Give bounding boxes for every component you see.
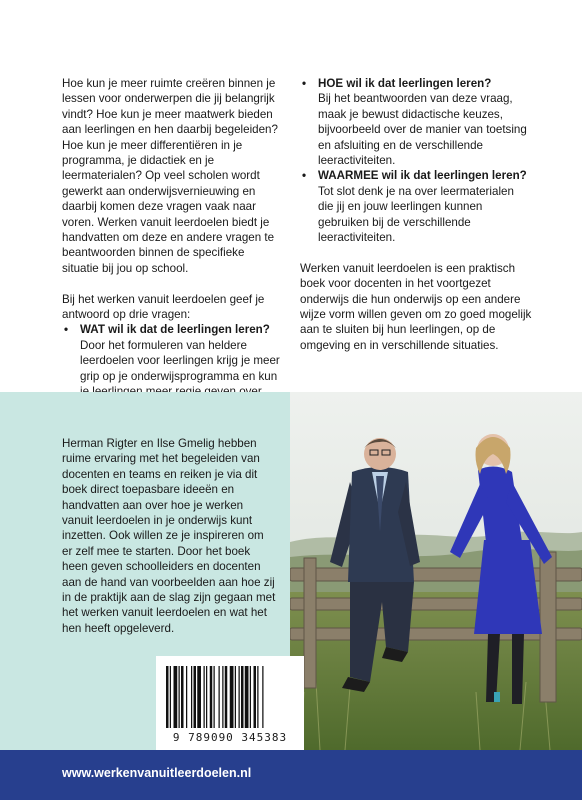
barcode-bar bbox=[235, 666, 236, 728]
right-text-column bbox=[300, 76, 532, 369]
barcode-bar bbox=[194, 666, 197, 728]
barcode-icon bbox=[166, 666, 294, 728]
barcode-bar bbox=[174, 666, 178, 728]
barcode-bar bbox=[254, 666, 257, 728]
barcode-bar bbox=[166, 666, 169, 728]
barcode-bar bbox=[181, 666, 184, 728]
bullet-waarmee bbox=[300, 168, 532, 245]
bullet-answer: Tot slot denk je na over leermaterialen die jij en jouw leerlingen kunnen gebruiken bij de verschillende leeractiviteiten. bbox=[318, 184, 514, 245]
bullet-answer: Bij het beantwoorden van deze vraag, maak je bewust didactische keuzes, bijvoorbeeld over de manier van toetsing en afsluiting en de verschillende leeractiviteiten. bbox=[318, 92, 527, 168]
barcode-bar bbox=[170, 666, 171, 728]
barcode-bar bbox=[241, 666, 244, 728]
bullet-dot-icon: • bbox=[64, 323, 69, 337]
author-photo bbox=[290, 392, 582, 750]
bullet-question: HOE wil ik dat leerlingen leren? bbox=[318, 77, 492, 90]
barcode-bar bbox=[206, 666, 207, 728]
summary-paragraph: Werken vanuit leerdoelen is een praktisch boek voor docenten in het voortgezet onderwijs die hun onderwijs op een andere wijze vorm willen geven om zo goed mogelijk aan te sluiten bij hun leerlingen, op de omgeving en in verschillende situaties. bbox=[300, 261, 532, 352]
bullet-question: WAT wil ik dat de leerlingen leren? bbox=[80, 323, 270, 337]
barcode-bar bbox=[214, 666, 215, 728]
upper-text-area bbox=[0, 0, 582, 392]
barcode-bar bbox=[245, 666, 249, 728]
barcode-bar bbox=[222, 666, 223, 728]
barcode-bar bbox=[210, 666, 213, 728]
authors-blurb: Herman Rigter en Ilse Gmelig hebben ruime ervaring met het begeleiden van docenten en teams en reiken je via dit boek direct toepasbare ideeën en handvatten aan over hoe je werken vanuit leerdoelen in je onderwijs kunt inzetten. Ook willen ze je inspireren om er zelf mee te starten. Door het boek heen geven schoolleiders en docenten aan de hand van voorbeelden aan hoe zij in de praktijk aan de slag zijn gegaan met het werken vanuit leerdoelen en wat het hen heeft opgeleverd. bbox=[62, 437, 276, 635]
left-text-column bbox=[62, 76, 284, 415]
barcode-bar bbox=[179, 666, 180, 728]
barcode-bar bbox=[239, 666, 240, 728]
barcode-bar bbox=[219, 666, 220, 728]
intro-paragraph: Hoe kun je meer ruimte creëren binnen je lessen voor onderwerpen die jij belangrijk vindt? Hoe kun je meer maatwerk bieden aan leerlingen en hen daarbij begeleiden? Hoe kun je meer differentiëren in je programma, je didactiek en je leermaterialen? Op veel scholen wordt gewerkt aan onderwijsvernieuwing en daarbij komen deze vragen vaak naar voren. Werken vanuit leerdoelen biedt je handvatten om deze en andere vragen te beantwoorden binnen de specifieke situatie bij jou op school. bbox=[62, 77, 278, 275]
right-bullet-list bbox=[300, 76, 532, 245]
barcode-bar bbox=[262, 666, 263, 728]
barcode-bar bbox=[250, 666, 251, 728]
barcode-bar bbox=[257, 666, 258, 728]
footer-band bbox=[0, 750, 582, 800]
barcode-box bbox=[156, 656, 304, 750]
author-photo-illustration bbox=[290, 392, 582, 750]
barcode-bar bbox=[225, 666, 228, 728]
barcode-bar bbox=[197, 666, 201, 728]
barcode-bar bbox=[186, 666, 187, 728]
questions-intro: Bij het werken vanuit leerdoelen geef je antwoord op drie vragen: bbox=[62, 292, 265, 322]
barcode-bar bbox=[204, 666, 205, 728]
barcode-bar bbox=[230, 666, 234, 728]
bullet-dot-icon: • bbox=[302, 77, 307, 90]
website-link[interactable]: www.werkenvanuitleerdoelen.nl bbox=[62, 766, 252, 780]
bullet-hoe bbox=[300, 76, 532, 168]
bullet-dot-icon: • bbox=[302, 169, 307, 183]
bullet-answer: Door het formuleren van heldere leerdoelen voor leerlingen krijg je meer grip op je onderwijsprogramma en kun bbox=[80, 338, 280, 383]
isbn-number: 9 789090 345383 bbox=[172, 731, 288, 744]
barcode-bar bbox=[191, 666, 192, 728]
bullet-question: WAARMEE wil ik dat leerlingen leren? bbox=[318, 169, 527, 183]
